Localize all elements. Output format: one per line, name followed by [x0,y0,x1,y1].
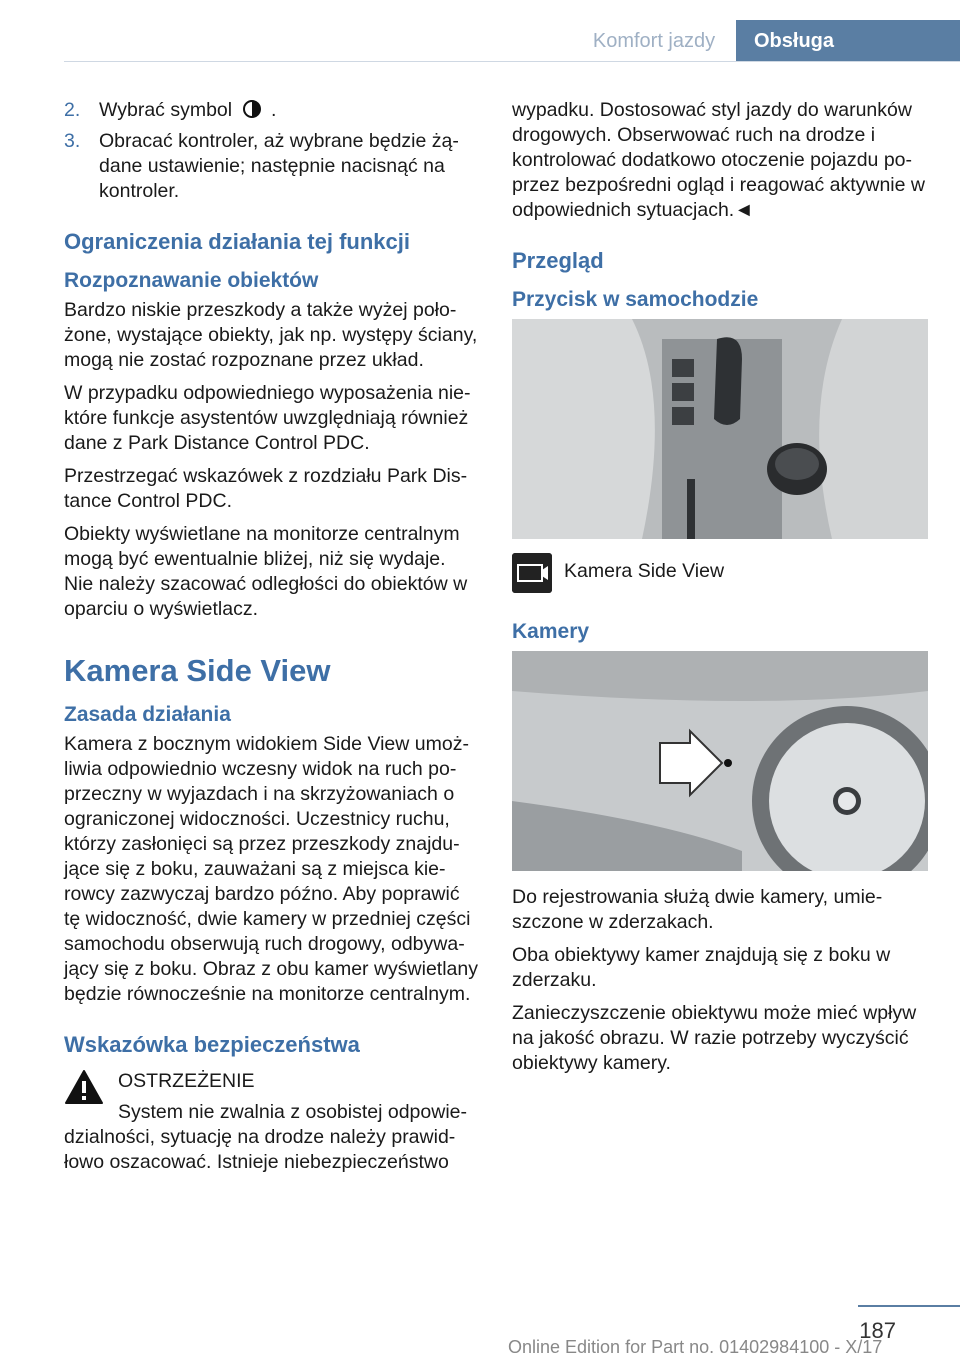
footer-divider [858,1305,960,1307]
paragraph: Przestrzegać wskazówek z rozdziału Park Distance Control PDC. [64,465,468,512]
paragraph: Zanieczyszczenie obiektywu może mieć wpływ na jakość obrazu. W razie potrzeby wyczyścić obiektywy kamery. [512,1002,917,1074]
step-number: 3. [64,130,81,152]
section-tab[interactable]: Komfort jazdy [592,30,716,52]
heading-cameras: Kamery [512,620,590,643]
warning-icon [64,1069,104,1105]
heading-button-in-car: Przycisk w samochodzie [512,288,759,311]
right-column [512,98,930,1084]
car-interior-photo [512,319,928,539]
caption-text: Kamera Side View [564,560,725,582]
paragraph: W przypadku odpowiedniego wyposażenia niektóre funkcje asystentów uwzględniają również dane z Park Distance Control PDC. [64,382,471,454]
paragraph: Do rejestrowania służą dwie kamery, umieszczone w zderzakach. [512,886,883,933]
paragraph: Kamera z bocznym widokiem Side View umożliwia odpowiednio wczesny widok na ruch poprzeczny w wyjazdach i na skrzyżowaniach o ograniczonej widoczności. Uczestnicy ruchu, którzy zasłonięci są przez przeszkody znajdujące się z boku, zauważani są z miejsca kierowcy zazwyczaj bardzo późno. Aby poprawić tę widoczność, dwie kamery w przedniej części samochodu obserwują ruch drogowy, odbywający się z boku. Obraz z obu kamer wyświetlany będzie równocześnie na monitorze centralnym. [64,733,478,1005]
step-item [64,129,478,204]
caption [512,553,930,597]
heading-limits: Ograniczenia działania tej funkcji [64,229,410,254]
heading-object-detection: Rozpoznawanie obiektów [64,269,319,292]
page-header [0,0,960,62]
side-view-camera-icon [512,553,552,593]
chapter-tab[interactable]: Obsługa [736,20,960,62]
step-text: Wybrać symbol [99,99,233,121]
step-text-end: . [270,99,277,121]
heading-principle: Zasada działania [64,703,231,726]
page-number: 187 [859,1318,896,1343]
step-text: Obracać kontroler, aż wybrane będzie żądane ustawienie; następnie nacisnąć na kontroler. [99,130,459,202]
heading-side-view-camera: Kamera Side View [64,653,331,688]
paragraph: Bardzo niskie przeszkody a także wyżej położone, wystające obiekty, jak np. występy ściany, mogą nie zostać rozpoznane przez układ. [64,299,478,371]
paragraph: wypadku. Dostosować styl jazdy do warunków drogowych. Obserwować ruch na drodze i kontrolować dodatkowo otoczenie pojazdu poprzez bezpośredni ogląd i reagować aktywnie w odpowiednich sytuacjach.◄ [512,99,925,221]
footer-edition: Online Edition for Part no. 01402984100 - X/17 [508,1337,883,1357]
warning-block [64,1069,478,1175]
left-column [64,98,478,1175]
heading-safety: Wskazówka bezpieczeństwa [64,1032,360,1057]
step-list [64,98,478,204]
header-divider [64,61,960,62]
heading-overview: Przegląd [512,248,604,273]
warning-text: System nie zwalnia z osobistej odpowiedzialności, sytuację na drodze należy prawidłowo oszacować. Istnieje niebezpieczeństwo [64,1101,468,1173]
warning-title: OSTRZEŻENIE [118,1070,255,1092]
paragraph: Oba obiektywy kamer znajdują się z boku w zderzaku. [512,944,891,991]
paragraph: Obiekty wyświetlane na monitorze centralnym mogą być ewentualnie bliżej, niż się wydaje. Nie należy szacować odległości do obiektów w oparciu o wyświetlacz. [64,523,468,620]
bumper-camera-photo [512,651,928,871]
step-number: 2. [64,99,81,121]
contrast-icon [242,99,262,119]
step-item [64,98,478,123]
